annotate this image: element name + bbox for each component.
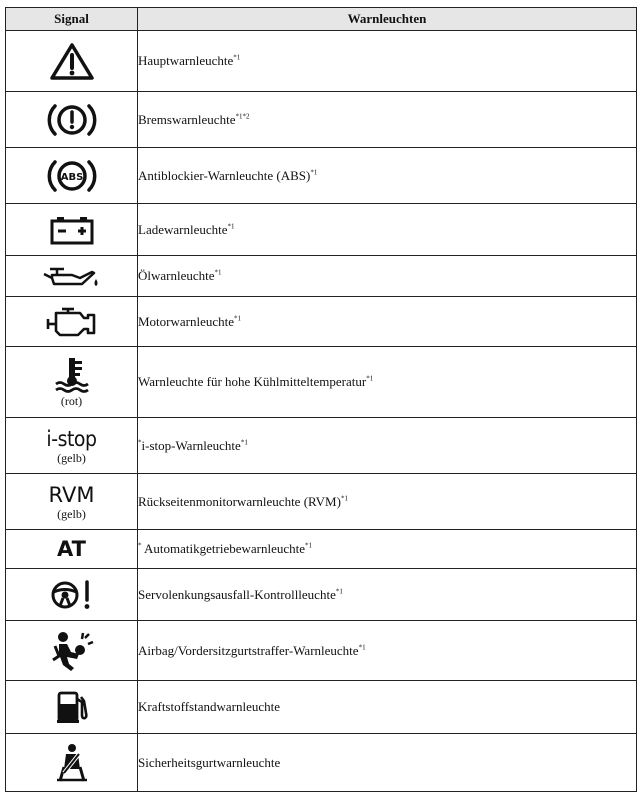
description-cell xyxy=(138,681,637,734)
footnote-mark: *1 xyxy=(240,438,248,447)
color-note: (gelb) xyxy=(57,450,86,465)
oil-can-icon xyxy=(42,262,102,290)
table-row xyxy=(6,297,637,347)
row-label: Rückseitenmonitorwarnleuchte (RVM) xyxy=(138,493,341,509)
header-warning-lights: Warnleuchten xyxy=(138,8,637,31)
footnote-mark: *1*2 xyxy=(235,112,250,121)
footnote-mark: *1 xyxy=(310,168,318,177)
footnote-mark: *1 xyxy=(340,494,348,503)
signal-cell xyxy=(6,92,138,148)
table-row xyxy=(6,530,637,569)
signal-cell xyxy=(6,418,138,474)
engine-check-icon xyxy=(44,305,100,339)
at-icon: AT xyxy=(57,537,86,561)
description-cell xyxy=(138,530,637,569)
description-cell xyxy=(138,256,637,297)
signal-cell xyxy=(6,681,138,734)
signal-cell xyxy=(6,256,138,297)
table-row xyxy=(6,31,637,92)
footnote-mark: *1 xyxy=(227,222,235,231)
description-cell xyxy=(138,347,637,418)
description-cell xyxy=(138,204,637,256)
table-row xyxy=(6,347,637,418)
table-row xyxy=(6,734,637,792)
signal-cell xyxy=(6,530,138,569)
color-note: (rot) xyxy=(60,394,83,408)
i-stop-icon: i-stop xyxy=(46,426,97,451)
footnote-mark: *1 xyxy=(366,374,374,383)
table-row xyxy=(6,569,637,621)
row-label: Servolenkungsausfall-Kontrollleuchte xyxy=(138,586,336,602)
description-cell xyxy=(138,734,637,792)
footnote-prefix: * xyxy=(138,541,142,550)
warning-light-table xyxy=(5,7,637,792)
footnote-mark: *1 xyxy=(358,643,366,652)
signal-cell xyxy=(6,148,138,204)
airbag-icon xyxy=(49,630,95,672)
row-label: Antiblockier-Warnleuchte (ABS) xyxy=(138,167,311,183)
row-label: Ölwarnleuchte xyxy=(138,268,215,283)
signal-cell xyxy=(6,347,138,418)
power-steering-icon xyxy=(49,578,95,612)
footnote-mark: *1 xyxy=(305,541,313,550)
table-row xyxy=(6,681,637,734)
description-cell xyxy=(138,31,637,92)
footnote-mark: *1 xyxy=(234,314,242,323)
table-row xyxy=(6,92,637,148)
rvm-icon: RVM xyxy=(48,482,95,507)
master-warning-triangle-icon xyxy=(49,41,95,81)
row-label: Automatikgetriebewarnleuchte xyxy=(141,541,306,556)
row-label: Bremswarnleuchte xyxy=(138,111,236,127)
table-row xyxy=(6,621,637,681)
brake-warning-icon xyxy=(46,99,98,141)
row-label: i-stop-Warnleuchte xyxy=(141,437,241,453)
table-header-row xyxy=(6,8,637,31)
signal-cell xyxy=(6,569,138,621)
footnote-mark: *1 xyxy=(233,53,241,62)
signal-cell xyxy=(6,621,138,681)
row-label: Warnleuchte für hohe Kühlmitteltemperatur xyxy=(138,374,367,389)
description-cell xyxy=(138,474,637,530)
coolant-temperature-icon xyxy=(50,356,94,394)
color-note: (gelb) xyxy=(57,506,86,521)
row-label: Motorwarnleuchte xyxy=(138,313,235,329)
row-label: Hauptwarnleuchte xyxy=(138,53,234,68)
abs-warning-icon xyxy=(46,155,98,197)
abs-icon-text: ABS xyxy=(60,171,83,183)
footnote-prefix: * xyxy=(138,438,142,447)
seatbelt-icon xyxy=(55,743,89,783)
table-row xyxy=(6,256,637,297)
description-cell xyxy=(138,621,637,681)
signal-cell xyxy=(6,297,138,347)
row-label: Kraftstoffstandwarnleuchte xyxy=(138,699,280,714)
description-cell xyxy=(138,92,637,148)
header-signal: Signal xyxy=(6,8,138,31)
fuel-pump-icon xyxy=(54,689,90,725)
description-cell xyxy=(138,418,637,474)
row-label: Airbag/Vordersitzgurtstraffer-Warnleuchte xyxy=(138,642,359,658)
footnote-mark: *1 xyxy=(335,587,343,596)
signal-cell xyxy=(6,31,138,92)
signal-cell xyxy=(6,474,138,530)
table-row xyxy=(6,148,637,204)
table-row xyxy=(6,204,637,256)
table-row xyxy=(6,418,637,474)
table-row xyxy=(6,474,637,530)
battery-charge-icon xyxy=(48,214,96,246)
signal-cell xyxy=(6,204,138,256)
description-cell xyxy=(138,297,637,347)
description-cell xyxy=(138,569,637,621)
footnote-mark: *1 xyxy=(214,268,222,277)
row-label: Ladewarnleuchte xyxy=(138,221,228,237)
description-cell xyxy=(138,148,637,204)
signal-cell xyxy=(6,734,138,792)
row-label: Sicherheitsgurtwarnleuchte xyxy=(138,754,281,770)
